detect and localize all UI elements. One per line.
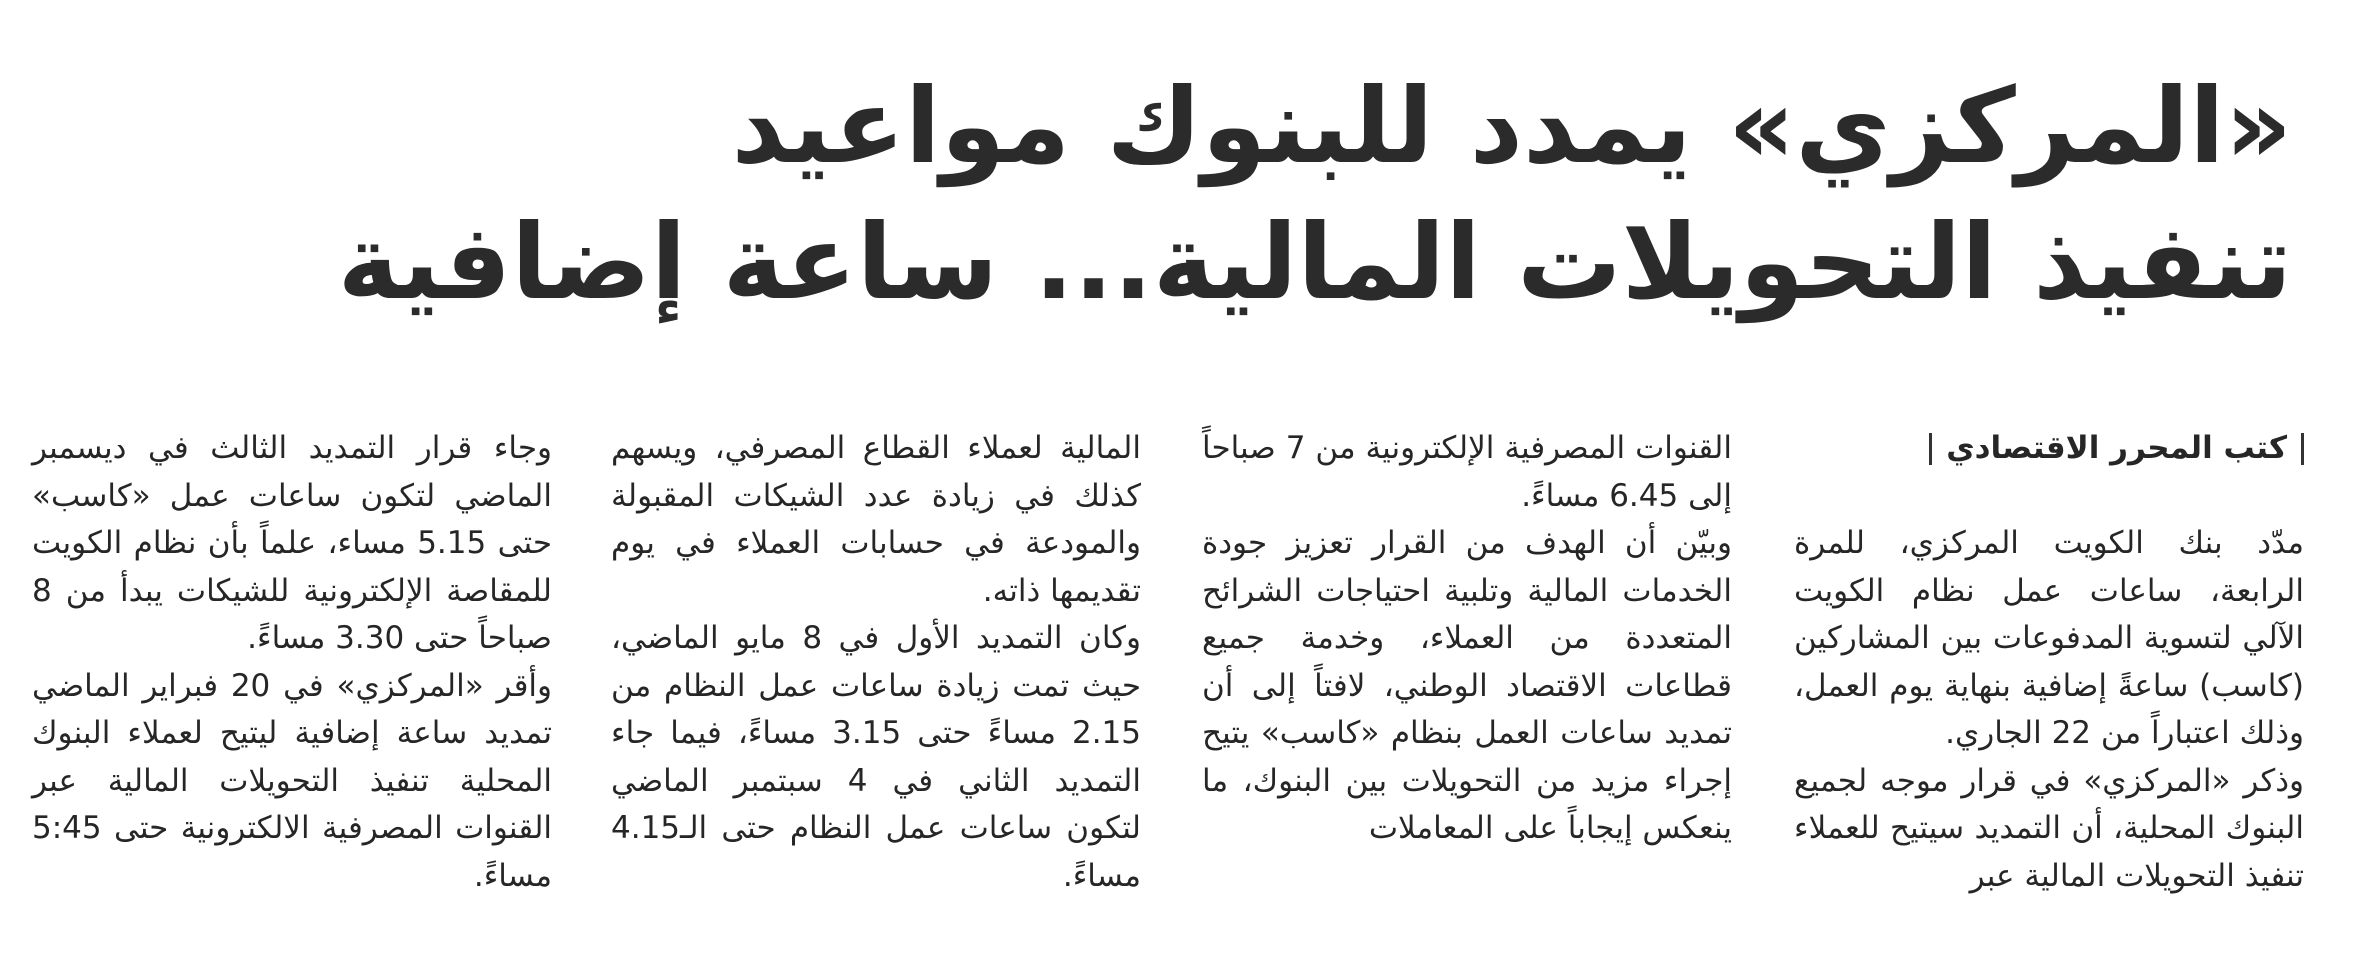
headline-line-1: «المركزي» يمدد للبنوك مواعيد — [731, 65, 2292, 187]
text-column-2 — [1202, 425, 1732, 853]
paragraph: وكان التمديد الأول في 8 مايو الماضي، حيث تمت زيادة ساعات عمل النظام من 2.15 مساءً حتى 3.15 مساءً، فيما جاء التمديد الثاني في 4 سبتمبر الماضي لتكون ساعات عمل النظام حتى الـ4.15 مساءً. — [611, 620, 1141, 894]
paragraph: وأقر «المركزي» في 20 فبراير الماضي تمديد ساعة إضافية ليتيح لعملاء البنوك المحلية تنفيذ التحويلات المالية عبر القنوات المصرفية الالكترونية حتى 5:45 مساءً. — [32, 667, 553, 894]
headline — [337, 58, 2292, 330]
byline-text: كتب المحرر الاقتصادي — [1946, 430, 2287, 466]
paragraph: مدّد بنك الكويت المركزي، للمرة الرابعة، ساعات عمل نظام الكويت الآلي لتسوية المدفوعات بين المشاركين (كاسب) ساعةً إضافية بنهاية يوم العمل، وذلك اعتباراً من 22 الجاري. — [1794, 525, 2304, 751]
text-column-1 — [1794, 425, 2304, 900]
paragraph: القنوات المصرفية الإلكترونية من 7 صباحاً إلى 6.45 مساءً. — [1202, 430, 1732, 514]
text-column-4 — [32, 425, 552, 900]
headline-line-2: تنفيذ التحويلات المالية... ساعة إضافية — [337, 201, 2292, 323]
byline-divider — [2301, 433, 2304, 465]
article-body — [32, 425, 2304, 945]
paragraph: وجاء قرار التمديد الثالث في ديسمبر الماضي لتكون ساعات عمل «كاسب» حتى 5.15 مساء، علماً بأن نظام الكويت للمقاصة الإلكترونية للشيكات يبدأ من 8 صباحاً حتى 3.30 مساءً. — [32, 430, 552, 656]
text-column-3 — [611, 425, 1141, 900]
paragraph: وذكر «المركزي» في قرار موجه لجميع البنوك المحلية، أن التمديد سيتيح للعملاء تنفيذ التحويلات المالية عبر — [1794, 762, 2304, 894]
byline — [1794, 425, 2304, 473]
byline-divider — [1929, 433, 1932, 465]
paragraph: المالية لعملاء القطاع المصرفي، ويسهم كذلك في زيادة عدد الشيكات المقبولة والمودعة في حسابات العملاء في يوم تقديمها ذاته. — [611, 430, 1141, 609]
paragraph: وبيّن أن الهدف من القرار تعزيز جودة الخدمات المالية وتلبية احتياجات الشرائح المتعددة من العملاء، وخدمة جميع قطاعات الاقتصاد الوطني، لافتاً إلى أن تمديد ساعات العمل بنظام «كاسب» يتيح إجراء مزيد من التحويلات بين البنوك، ما ينعكس إيجاباً على المعاملات — [1202, 525, 1732, 846]
